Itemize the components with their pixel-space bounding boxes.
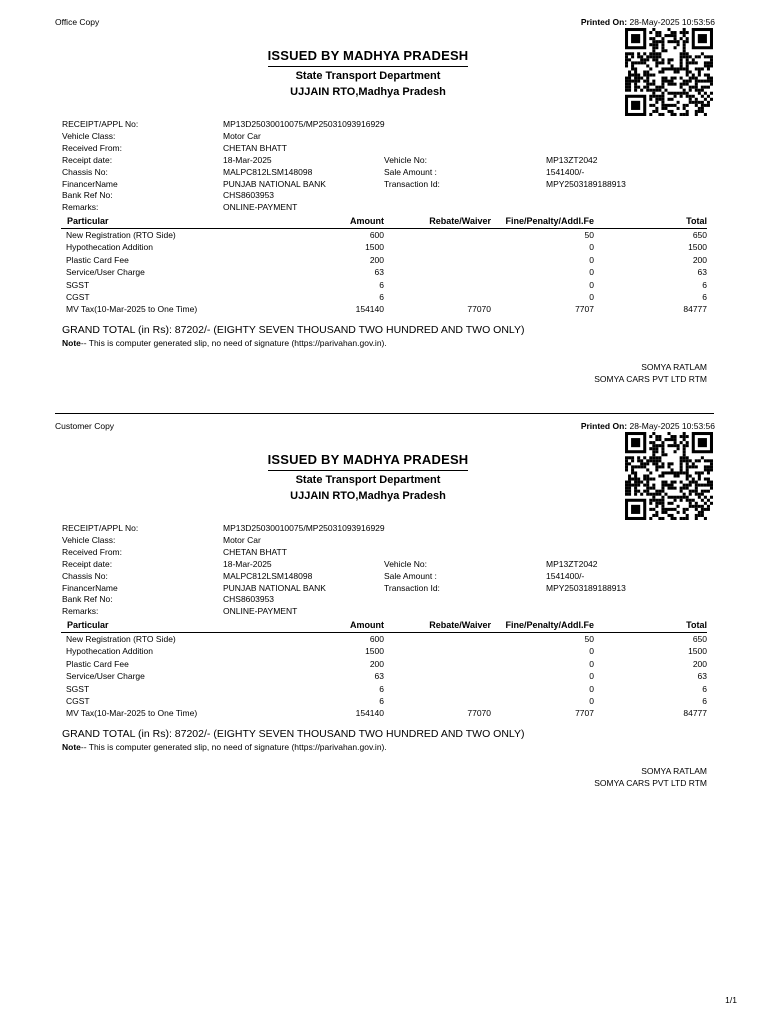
cell-rebate: 77070	[467, 304, 491, 315]
table-row	[61, 645, 707, 657]
received-from-value: CHETAN BHATT	[223, 547, 287, 557]
cell-amount: 63	[374, 267, 384, 278]
printed-on	[581, 17, 715, 27]
cell-particular: MV Tax(10-Mar-2025 to One Time)	[66, 708, 198, 719]
sale-amount-value: 1541400/-	[546, 167, 585, 177]
cell-particular: New Registration (RTO Side)	[66, 634, 176, 644]
remarks-value: ONLINE-PAYMENT	[223, 202, 298, 212]
cell-rebate	[384, 645, 491, 657]
cell-particular: Service/User Charge	[66, 671, 145, 682]
cell-rebate	[384, 229, 491, 242]
chassis-value: MALPC812LSM148098	[223, 571, 313, 581]
transaction-value: MPY2503189188913	[546, 179, 626, 189]
cell-particular: Plastic Card Fee	[66, 658, 129, 669]
cell-fine: 50	[584, 230, 594, 240]
header-fine: Fine/Penalty/Addl.Fe	[491, 215, 594, 229]
rto-title: UJJAIN RTO,Madhya Pradesh	[290, 86, 446, 98]
cell-rebate: 77070	[467, 708, 491, 719]
received-from-label: Received From:	[62, 143, 122, 153]
transaction-label: Transaction Id:	[384, 179, 440, 189]
receipt-date-value: 18-Mar-2025	[223, 155, 272, 165]
table-row	[61, 707, 707, 719]
table-row	[61, 241, 707, 253]
bank-ref-label: Bank Ref No:	[62, 594, 113, 604]
printed-on-label: Printed On:	[580, 17, 628, 27]
table-row	[61, 633, 707, 646]
received-from-value: CHETAN BHATT	[223, 143, 287, 153]
cell-total: 650	[692, 634, 707, 644]
cell-amount: 6	[379, 696, 384, 707]
cell-total: 200	[692, 254, 707, 265]
cell-fine: 0	[589, 696, 594, 707]
header-amount: Amount	[287, 215, 384, 229]
cell-amount: 1500	[365, 242, 384, 253]
remarks-value: ONLINE-PAYMENT	[223, 606, 298, 616]
cell-total: 84777	[683, 708, 707, 719]
cell-total: 63	[697, 671, 707, 682]
remarks-label: Remarks:	[62, 606, 99, 616]
copy-label: Customer Copy	[55, 421, 115, 431]
header-particular: Particular	[61, 215, 287, 229]
printed-on-label: Printed On:	[580, 421, 628, 431]
note	[62, 742, 387, 752]
receipt-date-value: 18-Mar-2025	[223, 559, 272, 569]
table-row	[61, 229, 707, 242]
table-row	[61, 266, 707, 278]
transaction-label: Transaction Id:	[384, 583, 440, 593]
received-from-label: Received From:	[62, 547, 122, 557]
receipt-value: MP13D25030010075/MP25031093916929	[223, 523, 385, 533]
sale-amount-label: Sale Amount :	[384, 571, 437, 581]
header-fine: Fine/Penalty/Addl.Fe	[491, 619, 594, 633]
note-text: -- This is computer generated slip, no need of signature (https://parivahan.gov.in).	[80, 742, 387, 752]
header-amount: Amount	[287, 619, 384, 633]
note-text: -- This is computer generated slip, no need of signature (https://parivahan.gov.in).	[80, 338, 387, 348]
cell-rebate	[384, 658, 491, 670]
cell-total: 6	[702, 683, 707, 694]
cell-fine: 0	[589, 242, 594, 253]
cell-total: 63	[697, 267, 707, 278]
vehicle-class-value: Motor Car	[223, 535, 261, 545]
cell-fine: 0	[589, 658, 594, 669]
signatory-company: SOMYA CARS PVT LTD RTM	[594, 778, 707, 788]
table-row	[61, 279, 707, 291]
cell-amount: 1500	[365, 646, 384, 657]
grand-total: GRAND TOTAL (in Rs): 87202/- (EIGHTY SEVEN THOUSAND TWO HUNDRED AND TWO ONLY)	[62, 324, 525, 336]
cell-amount: 63	[374, 671, 384, 682]
cell-amount: 6	[379, 292, 384, 303]
cell-particular: SGST	[66, 683, 90, 694]
vehicle-class-value: Motor Car	[223, 131, 261, 141]
receipt-label: RECEIPT/APPL No:	[62, 523, 139, 533]
cell-fine: 7707	[575, 708, 594, 719]
table-row	[61, 670, 707, 682]
cell-fine: 50	[584, 634, 594, 644]
chassis-label: Chassis No:	[62, 167, 108, 177]
title-underline	[268, 470, 468, 471]
cell-rebate	[384, 266, 491, 278]
financer-value: PUNJAB NATIONAL BANK	[223, 583, 326, 593]
sale-amount-label: Sale Amount :	[384, 167, 437, 177]
cell-particular: CGST	[66, 292, 90, 303]
vehicle-no-value: MP13ZT2042	[546, 559, 598, 569]
vehicle-no-value: MP13ZT2042	[546, 155, 598, 165]
cell-particular: Service/User Charge	[66, 267, 145, 278]
issued-by-title: ISSUED BY MADHYA PRADESH	[267, 452, 469, 467]
department-title: State Transport Department	[295, 70, 441, 82]
signatory-company: SOMYA CARS PVT LTD RTM	[594, 374, 707, 384]
vehicle-class-label: Vehicle Class:	[62, 535, 116, 545]
financer-label: FinancerName	[62, 583, 118, 593]
cell-total: 200	[692, 658, 707, 669]
cell-fine: 0	[589, 683, 594, 694]
cell-particular: Hypothecation Addition	[66, 646, 153, 657]
header-rebate: Rebate/Waiver	[384, 619, 491, 633]
grand-total: GRAND TOTAL (in Rs): 87202/- (EIGHTY SEVEN THOUSAND TWO HUNDRED AND TWO ONLY)	[62, 728, 525, 740]
cell-amount: 200	[369, 658, 384, 669]
cell-particular: Hypothecation Addition	[66, 242, 153, 253]
customer-copy-section	[0, 404, 768, 788]
vehicle-no-label: Vehicle No:	[384, 559, 427, 569]
cell-amount: 600	[369, 634, 384, 644]
financer-label: FinancerName	[62, 179, 118, 189]
note-label: Note	[62, 742, 81, 752]
bank-ref-value: CHS8603953	[223, 594, 275, 604]
table-header-row	[61, 215, 707, 229]
receipt-value: MP13D25030010075/MP25031093916929	[223, 119, 385, 129]
financer-value: PUNJAB NATIONAL BANK	[223, 179, 326, 189]
header-total: Total	[594, 619, 707, 633]
cell-amount: 600	[369, 230, 384, 240]
table-row	[61, 683, 707, 695]
remarks-label: Remarks:	[62, 202, 99, 212]
cell-amount: 6	[379, 279, 384, 290]
cell-fine: 0	[589, 267, 594, 278]
fee-table	[61, 619, 707, 720]
cell-amount: 154140	[355, 304, 384, 315]
copy-label: Office Copy	[55, 17, 100, 27]
cell-fine: 0	[589, 671, 594, 682]
header-particular: Particular	[61, 619, 287, 633]
receipt-date-label: Receipt date:	[62, 155, 113, 165]
transaction-value: MPY2503189188913	[546, 583, 626, 593]
table-row	[61, 658, 707, 670]
cell-fine: 0	[589, 292, 594, 303]
sale-amount-value: 1541400/-	[546, 571, 585, 581]
chassis-value: MALPC812LSM148098	[223, 167, 313, 177]
note	[62, 338, 387, 348]
cell-fine: 7707	[575, 304, 594, 315]
page-number: 1/1	[725, 995, 737, 1005]
cell-fine: 0	[589, 646, 594, 657]
cell-total: 1500	[688, 242, 707, 253]
header-rebate: Rebate/Waiver	[384, 215, 491, 229]
cell-particular: SGST	[66, 279, 90, 290]
vehicle-no-label: Vehicle No:	[384, 155, 427, 165]
table-row	[61, 291, 707, 303]
fee-table	[61, 215, 707, 316]
cell-rebate	[384, 695, 491, 707]
cell-rebate	[384, 633, 491, 646]
cell-rebate	[384, 254, 491, 266]
office-copy-section	[0, 0, 768, 384]
cell-total: 1500	[688, 646, 707, 657]
rto-title: UJJAIN RTO,Madhya Pradesh	[290, 490, 446, 502]
cell-particular: Plastic Card Fee	[66, 254, 129, 265]
cell-particular: MV Tax(10-Mar-2025 to One Time)	[66, 304, 198, 315]
printed-on-value: 28-May-2025 10:53:56	[629, 17, 715, 27]
cell-rebate	[384, 279, 491, 291]
title-underline	[268, 66, 468, 67]
table-row	[61, 254, 707, 266]
signatory-name: SOMYA RATLAM	[641, 766, 707, 776]
cell-total: 6	[702, 696, 707, 707]
issued-by-title: ISSUED BY MADHYA PRADESH	[267, 48, 469, 63]
cell-particular: CGST	[66, 696, 90, 707]
bank-ref-value: CHS8603953	[223, 190, 275, 200]
printed-on-value: 28-May-2025 10:53:56	[629, 421, 715, 431]
cell-fine: 0	[589, 254, 594, 265]
cell-rebate	[384, 241, 491, 253]
chassis-label: Chassis No:	[62, 571, 108, 581]
cell-amount: 154140	[355, 708, 384, 719]
receipt-label: RECEIPT/APPL No:	[62, 119, 139, 129]
cell-total: 6	[702, 292, 707, 303]
table-row	[61, 303, 707, 315]
cell-rebate	[384, 291, 491, 303]
cell-fine: 0	[589, 279, 594, 290]
table-row	[61, 695, 707, 707]
signatory-name: SOMYA RATLAM	[641, 362, 707, 372]
table-header-row	[61, 619, 707, 633]
cell-rebate	[384, 670, 491, 682]
cell-rebate	[384, 683, 491, 695]
header-total: Total	[594, 215, 707, 229]
cell-total: 84777	[683, 304, 707, 315]
cell-amount: 6	[379, 683, 384, 694]
vehicle-class-label: Vehicle Class:	[62, 131, 116, 141]
department-title: State Transport Department	[295, 474, 441, 486]
cell-particular: New Registration (RTO Side)	[66, 230, 176, 240]
cell-amount: 200	[369, 254, 384, 265]
bank-ref-label: Bank Ref No:	[62, 190, 113, 200]
receipt-date-label: Receipt date:	[62, 559, 113, 569]
printed-on	[581, 421, 715, 431]
cell-total: 6	[702, 279, 707, 290]
cell-total: 650	[692, 230, 707, 240]
note-label: Note	[62, 338, 81, 348]
